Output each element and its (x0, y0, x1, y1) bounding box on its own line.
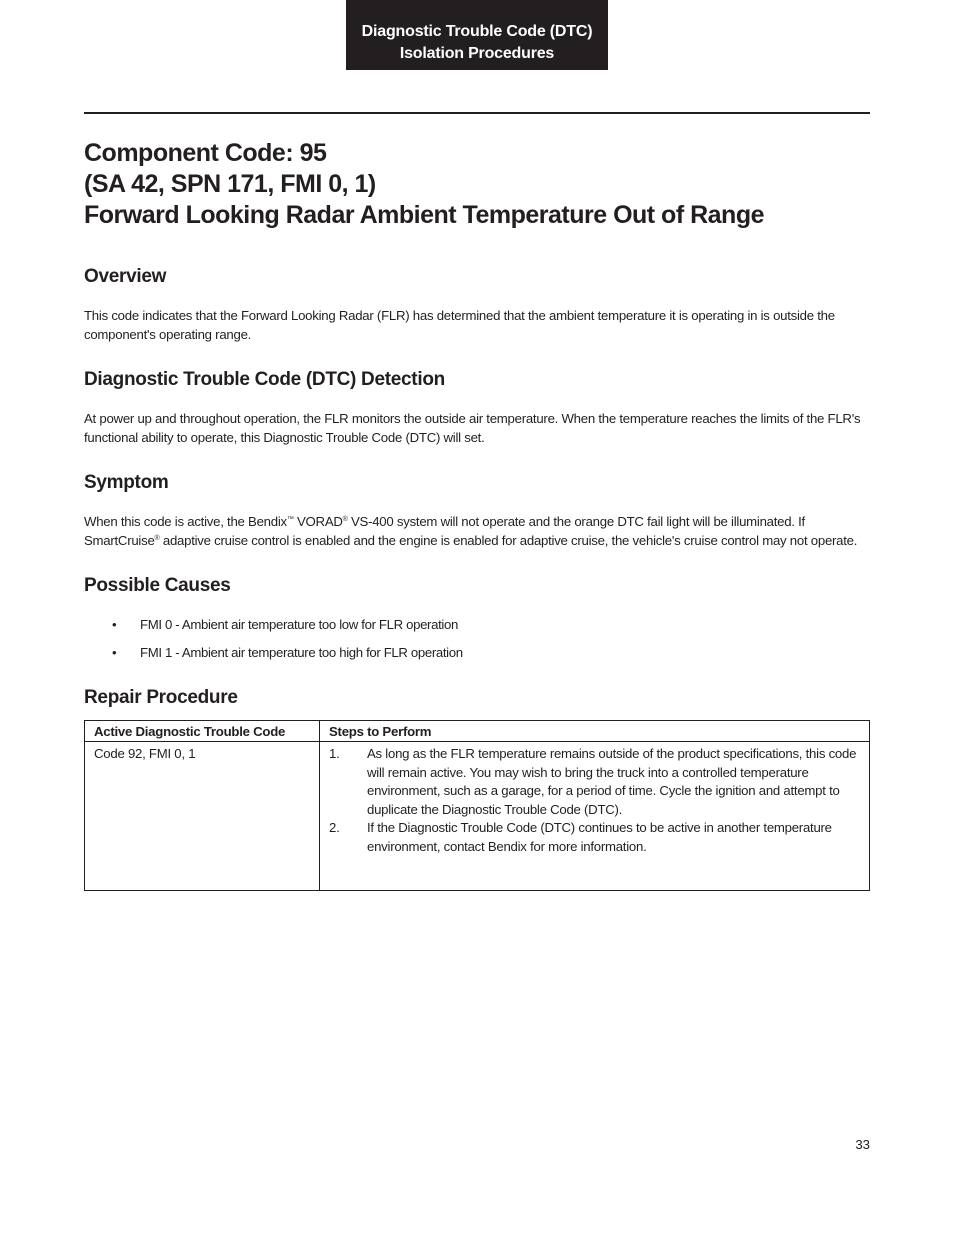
causes-list (84, 615, 463, 671)
list-item (329, 745, 860, 819)
page-number: 33 (855, 1137, 870, 1152)
symptom-text-4: adaptive cruise control is enabled and the engine is enabled for adaptive cruise, the vehicle's cruise control may not operate. (159, 533, 858, 548)
step-number: 2. (329, 820, 340, 835)
title-line-1: Component Code: 95 (84, 139, 327, 167)
symptom-text-3: VS-400 system will not operate and the orange DTC fail light will be illuminated. If SmartCruise (84, 514, 805, 548)
symptom-body (84, 512, 874, 550)
section-header-line-2: Isolation Procedures (399, 45, 555, 62)
column-header-code: Active Diagnostic Trouble Code (85, 721, 320, 742)
cause-text: FMI 1 - Ambient air temperature too high for FLR operation (140, 645, 463, 660)
table-header-row (85, 721, 870, 742)
cell-steps (320, 742, 870, 891)
overview-heading: Overview (84, 266, 167, 287)
repair-procedure-table (84, 720, 870, 891)
list-item (329, 819, 860, 856)
step-number: 1. (329, 746, 340, 761)
title-line-2: (SA 42, SPN 171, FMI 0, 1) (84, 170, 376, 198)
causes-heading: Possible Causes (84, 575, 231, 596)
steps-list (329, 745, 860, 856)
list-item (84, 615, 463, 643)
overview-body: This code indicates that the Forward Looking Radar (FLR) has determined that the ambient temperature it is operating in is outside the component's operating range. (84, 308, 835, 342)
section-header-tab (346, 0, 608, 70)
symptom-text-1: When this code is active, the Bendix (84, 514, 287, 529)
title-line-3: Forward Looking Radar Ambient Temperature Out of Range (84, 201, 765, 229)
registered-mark-1: ® (342, 516, 348, 523)
bullet-mark: • (112, 645, 117, 660)
detection-heading: Diagnostic Trouble Code (DTC) Detection (84, 369, 445, 390)
repair-heading: Repair Procedure (84, 687, 238, 708)
page-title (84, 138, 764, 231)
step-text: As long as the FLR temperature remains outside of the product specifications, this code will remain active. You may wish to bring the truck into a controlled temperature environment, such as a garage, for a period of time. Cycle the ignition and attempt to duplicate the Diagnostic Trouble Code (DTC). (367, 746, 857, 817)
step-text: If the Diagnostic Trouble Code (DTC) continues to be active in another temperature environment, contact Bendix for more information. (367, 820, 832, 854)
trademark-mark: ™ (286, 516, 294, 523)
header-divider (84, 112, 870, 114)
registered-mark-2: ® (154, 535, 160, 542)
cell-code: Code 92, FMI 0, 1 (85, 742, 320, 891)
detection-body: At power up and throughout operation, the FLR monitors the outside air temperature. When the temperature reaches the limits of the FLR's functional ability to operate, this Diagnostic Trouble Code (DTC) will set. (84, 411, 861, 445)
list-item (84, 643, 463, 671)
bullet-mark: • (112, 617, 117, 632)
section-header-line-1: Diagnostic Trouble Code (DTC) (361, 23, 593, 40)
symptom-text-2: VORAD (293, 514, 343, 529)
symptom-heading: Symptom (84, 472, 169, 493)
column-header-steps: Steps to Perform (320, 721, 870, 742)
table-row (85, 742, 870, 891)
cause-text: FMI 0 - Ambient air temperature too low for FLR operation (140, 617, 458, 632)
